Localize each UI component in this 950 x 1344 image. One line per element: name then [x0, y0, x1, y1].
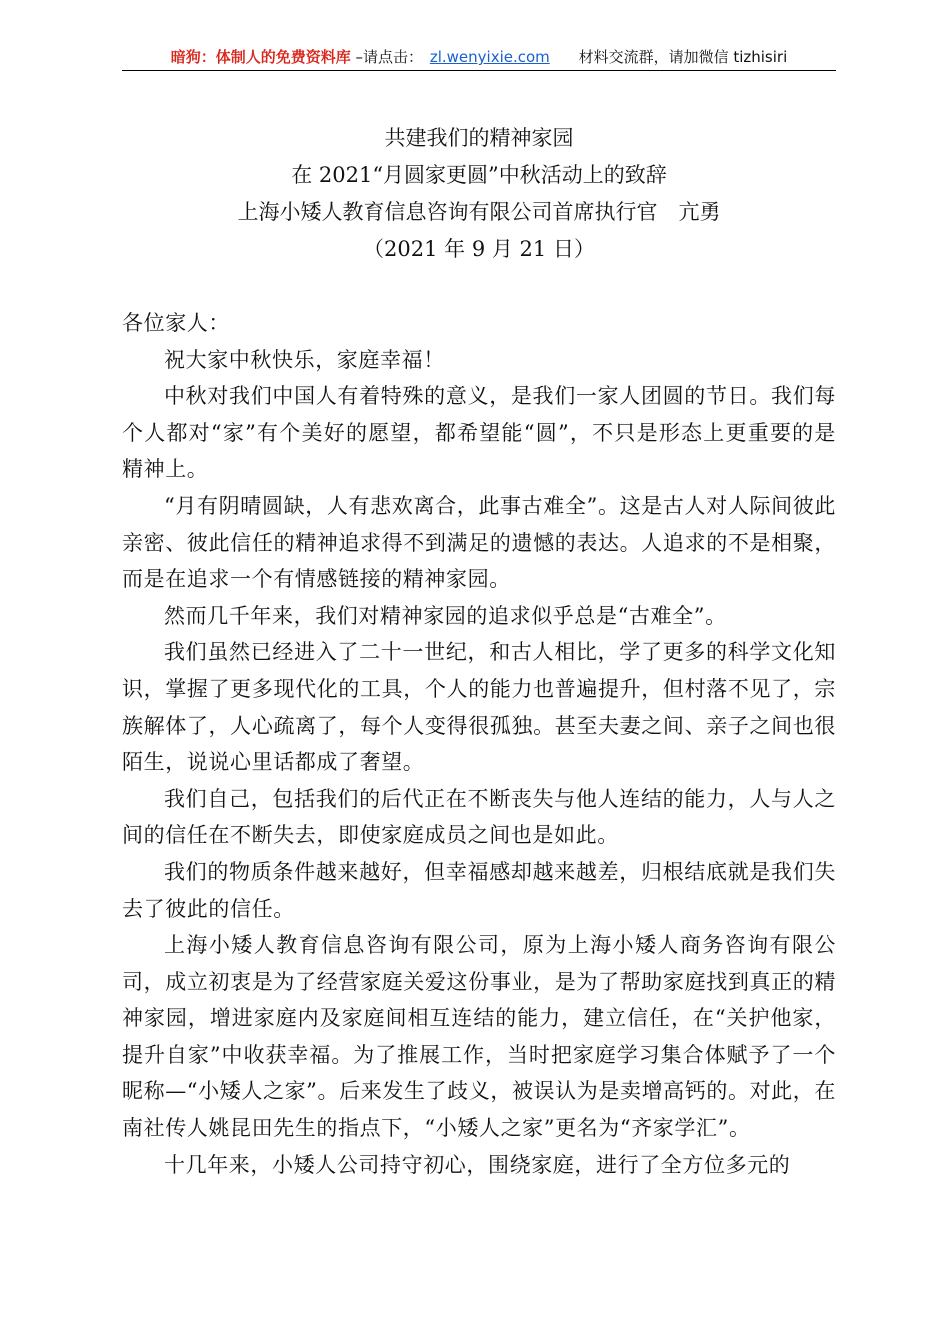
document-date: （2021 年 9 月 21 日）	[363, 237, 595, 261]
paragraph: 中秋对我们中国人有着特殊的意义，是我们一家人团圆的节日。我们每个人都对“家”有个美好的愿望，都希望能“圆”，不只是形态上更重要的是精神上。	[122, 384, 836, 482]
document-subtitle: 在 2021“月圆家更圆”中秋活动上的致辞	[291, 163, 667, 187]
paragraph: “月有阴晴圆缺，人有悲欢离合，此事古难全”。这是古人对人际间彼此亲密、彼此信任的精神追求得不到满足的遗憾的表达。人追求的不是相聚，而是在追求一个有情感链接的精神家园。	[122, 493, 836, 592]
header-link[interactable]: zl.wenyixie.com	[429, 48, 550, 66]
header-prompt: –请点击：	[355, 48, 424, 66]
page-header	[122, 44, 836, 71]
document-title: 共建我们的精神家园	[384, 126, 574, 150]
paragraph: 我们自己，包括我们的后代正在不断丧失与他人连结的能力，人与人之间的信任在不断失去，即使家庭成员之间也是如此。	[122, 786, 836, 848]
header-group-note: 材料交流群，请加微信 tizhisiri	[578, 48, 788, 66]
paragraph: 然而几千年来，我们对精神家园的追求似乎总是“古难全”。	[164, 603, 727, 628]
salutation: 各位家人：	[122, 311, 230, 335]
header-brand: 暗狗：体制人的免费资料库	[170, 48, 351, 66]
document-body	[122, 305, 836, 1183]
paragraph: 十几年来，小矮人公司持守初心，围绕家庭，进行了全方位多元的	[164, 1152, 791, 1177]
document-author: 上海小矮人教育信息咨询有限公司首席执行官 亢勇	[237, 200, 721, 224]
paragraph: 上海小矮人教育信息咨询有限公司，原为上海小矮人商务咨询有限公司，成立初衷是为了经营家庭关爱这份事业，是为了帮助家庭找到真正的精神家园，增进家庭内及家庭间相互连结的能力，建立信任，在“关护他家，提升自家”中收获幸福。为了推展工作，当时把家庭学习集合体赋予了一个昵称—“小矮人之家”。后来发生了歧义，被误认为是卖增高钙的。对此，在南社传人姚昆田先生的指点下，“小矮人之家”更名为“齐家学汇”。	[122, 933, 836, 1141]
paragraph: 祝大家中秋快乐，家庭幸福！	[164, 347, 445, 372]
paragraph: 我们的物质条件越来越好，但幸福感却越来越差，归根结底就是我们失去了彼此的信任。	[122, 859, 836, 921]
paragraph: 我们虽然已经进入了二十一世纪，和古人相比，学了更多的科学文化知识，掌握了更多现代化的工具，个人的能力也普遍提升，但村落不见了，宗族解体了，人心疏离了，每个人变得很孤独。甚至夫妻之间、亲子之间也很陌生，说说心里话都成了奢望。	[122, 640, 836, 775]
title-block	[122, 120, 836, 268]
